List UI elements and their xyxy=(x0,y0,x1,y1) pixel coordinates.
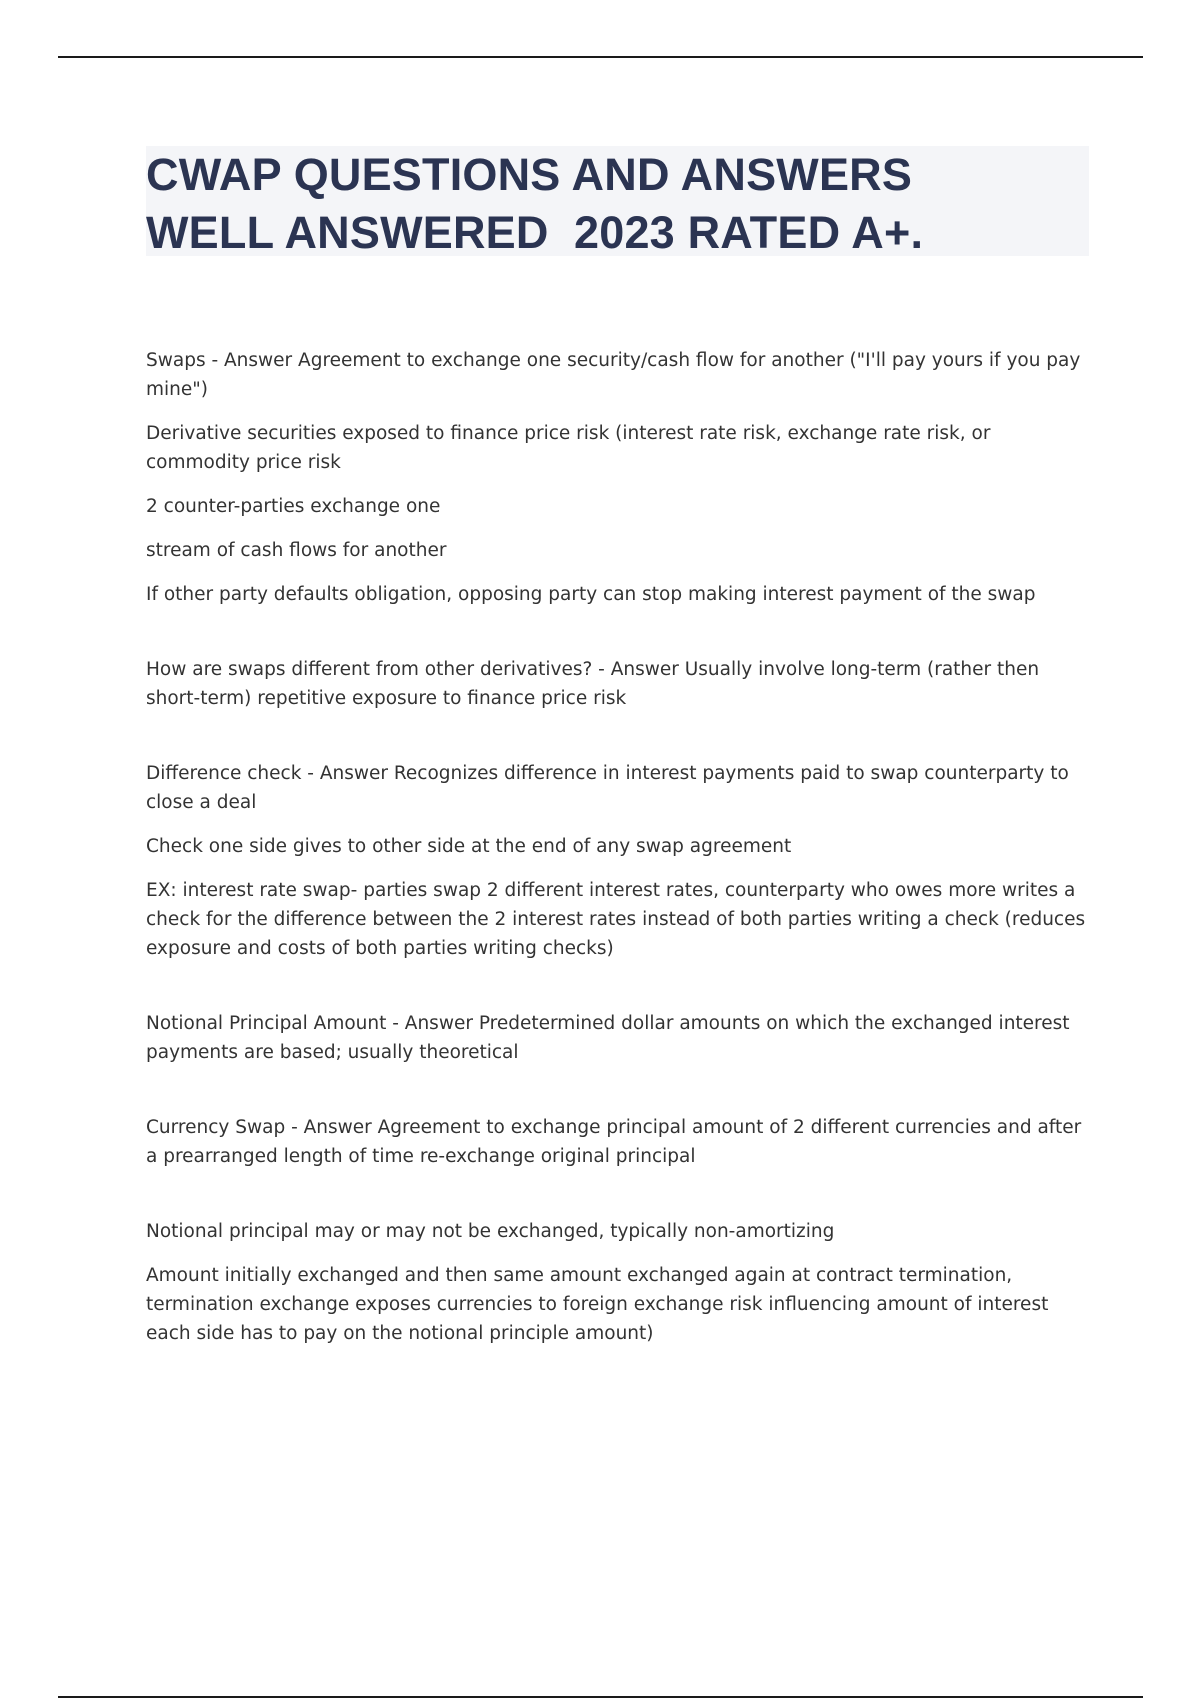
paragraph-notional-principal-amount: Notional Principal Amount - Answer Predetermined dollar amounts on which the exchanged interest payments are based; usually theoretical xyxy=(146,1013,1070,1063)
paragraph-counter-parties: 2 counter-parties exchange one xyxy=(146,496,441,517)
paragraph-swaps: Swaps - Answer Agreement to exchange one security/cash flow for another ("I'll pay yours if you pay mine") xyxy=(146,350,1081,400)
paragraph-amount-initially-exchanged: Amount initially exchanged and then same amount exchanged again at contract termination, termination exchange exposes currencies to foreign exchange risk influencing amount of interest each side has to pay on the notional principle amount) xyxy=(146,1265,1049,1344)
title-line-2: WELL ANSWERED 2023 RATED A+. xyxy=(146,207,924,258)
paragraph-defaults: If other party defaults obligation, opposing party can stop making interest payment of the swap xyxy=(146,584,1036,605)
title-line-1: CWAP QUESTIONS AND ANSWERS xyxy=(146,149,913,200)
paragraph-notional-principal-exchanged: Notional principal may or may not be exchanged, typically non-amortizing xyxy=(146,1221,835,1242)
paragraph-interest-rate-swap-example: EX: interest rate swap- parties swap 2 different interest rates, counterparty who owes more writes a check for the difference between the 2 interest rates instead of both parties writing a check (reduces exposure and costs of both parties writing checks) xyxy=(146,880,1086,959)
paragraph-currency-swap: Currency Swap - Answer Agreement to exchange principal amount of 2 different currencies and after a prearranged length of time re-exchange original principal xyxy=(146,1117,1082,1167)
paragraph-derivative-securities: Derivative securities exposed to finance price risk (interest rate risk, exchange rate risk, or commodity price risk xyxy=(146,423,991,473)
bottom-rule xyxy=(58,1696,1143,1698)
top-rule xyxy=(58,56,1143,58)
paragraph-swaps-different: How are swaps different from other derivatives? - Answer Usually involve long-term (rather then short-term) repetitive exposure to finance price risk xyxy=(146,659,1040,709)
document-title xyxy=(146,146,1089,256)
document-body xyxy=(146,346,1096,1363)
paragraph-stream-of-cash-flows: stream of cash flows for another xyxy=(146,540,447,561)
paragraph-difference-check: Difference check - Answer Recognizes difference in interest payments paid to swap counterparty to close a deal xyxy=(146,763,1069,813)
paragraph-check-one-side: Check one side gives to other side at the end of any swap agreement xyxy=(146,836,792,857)
